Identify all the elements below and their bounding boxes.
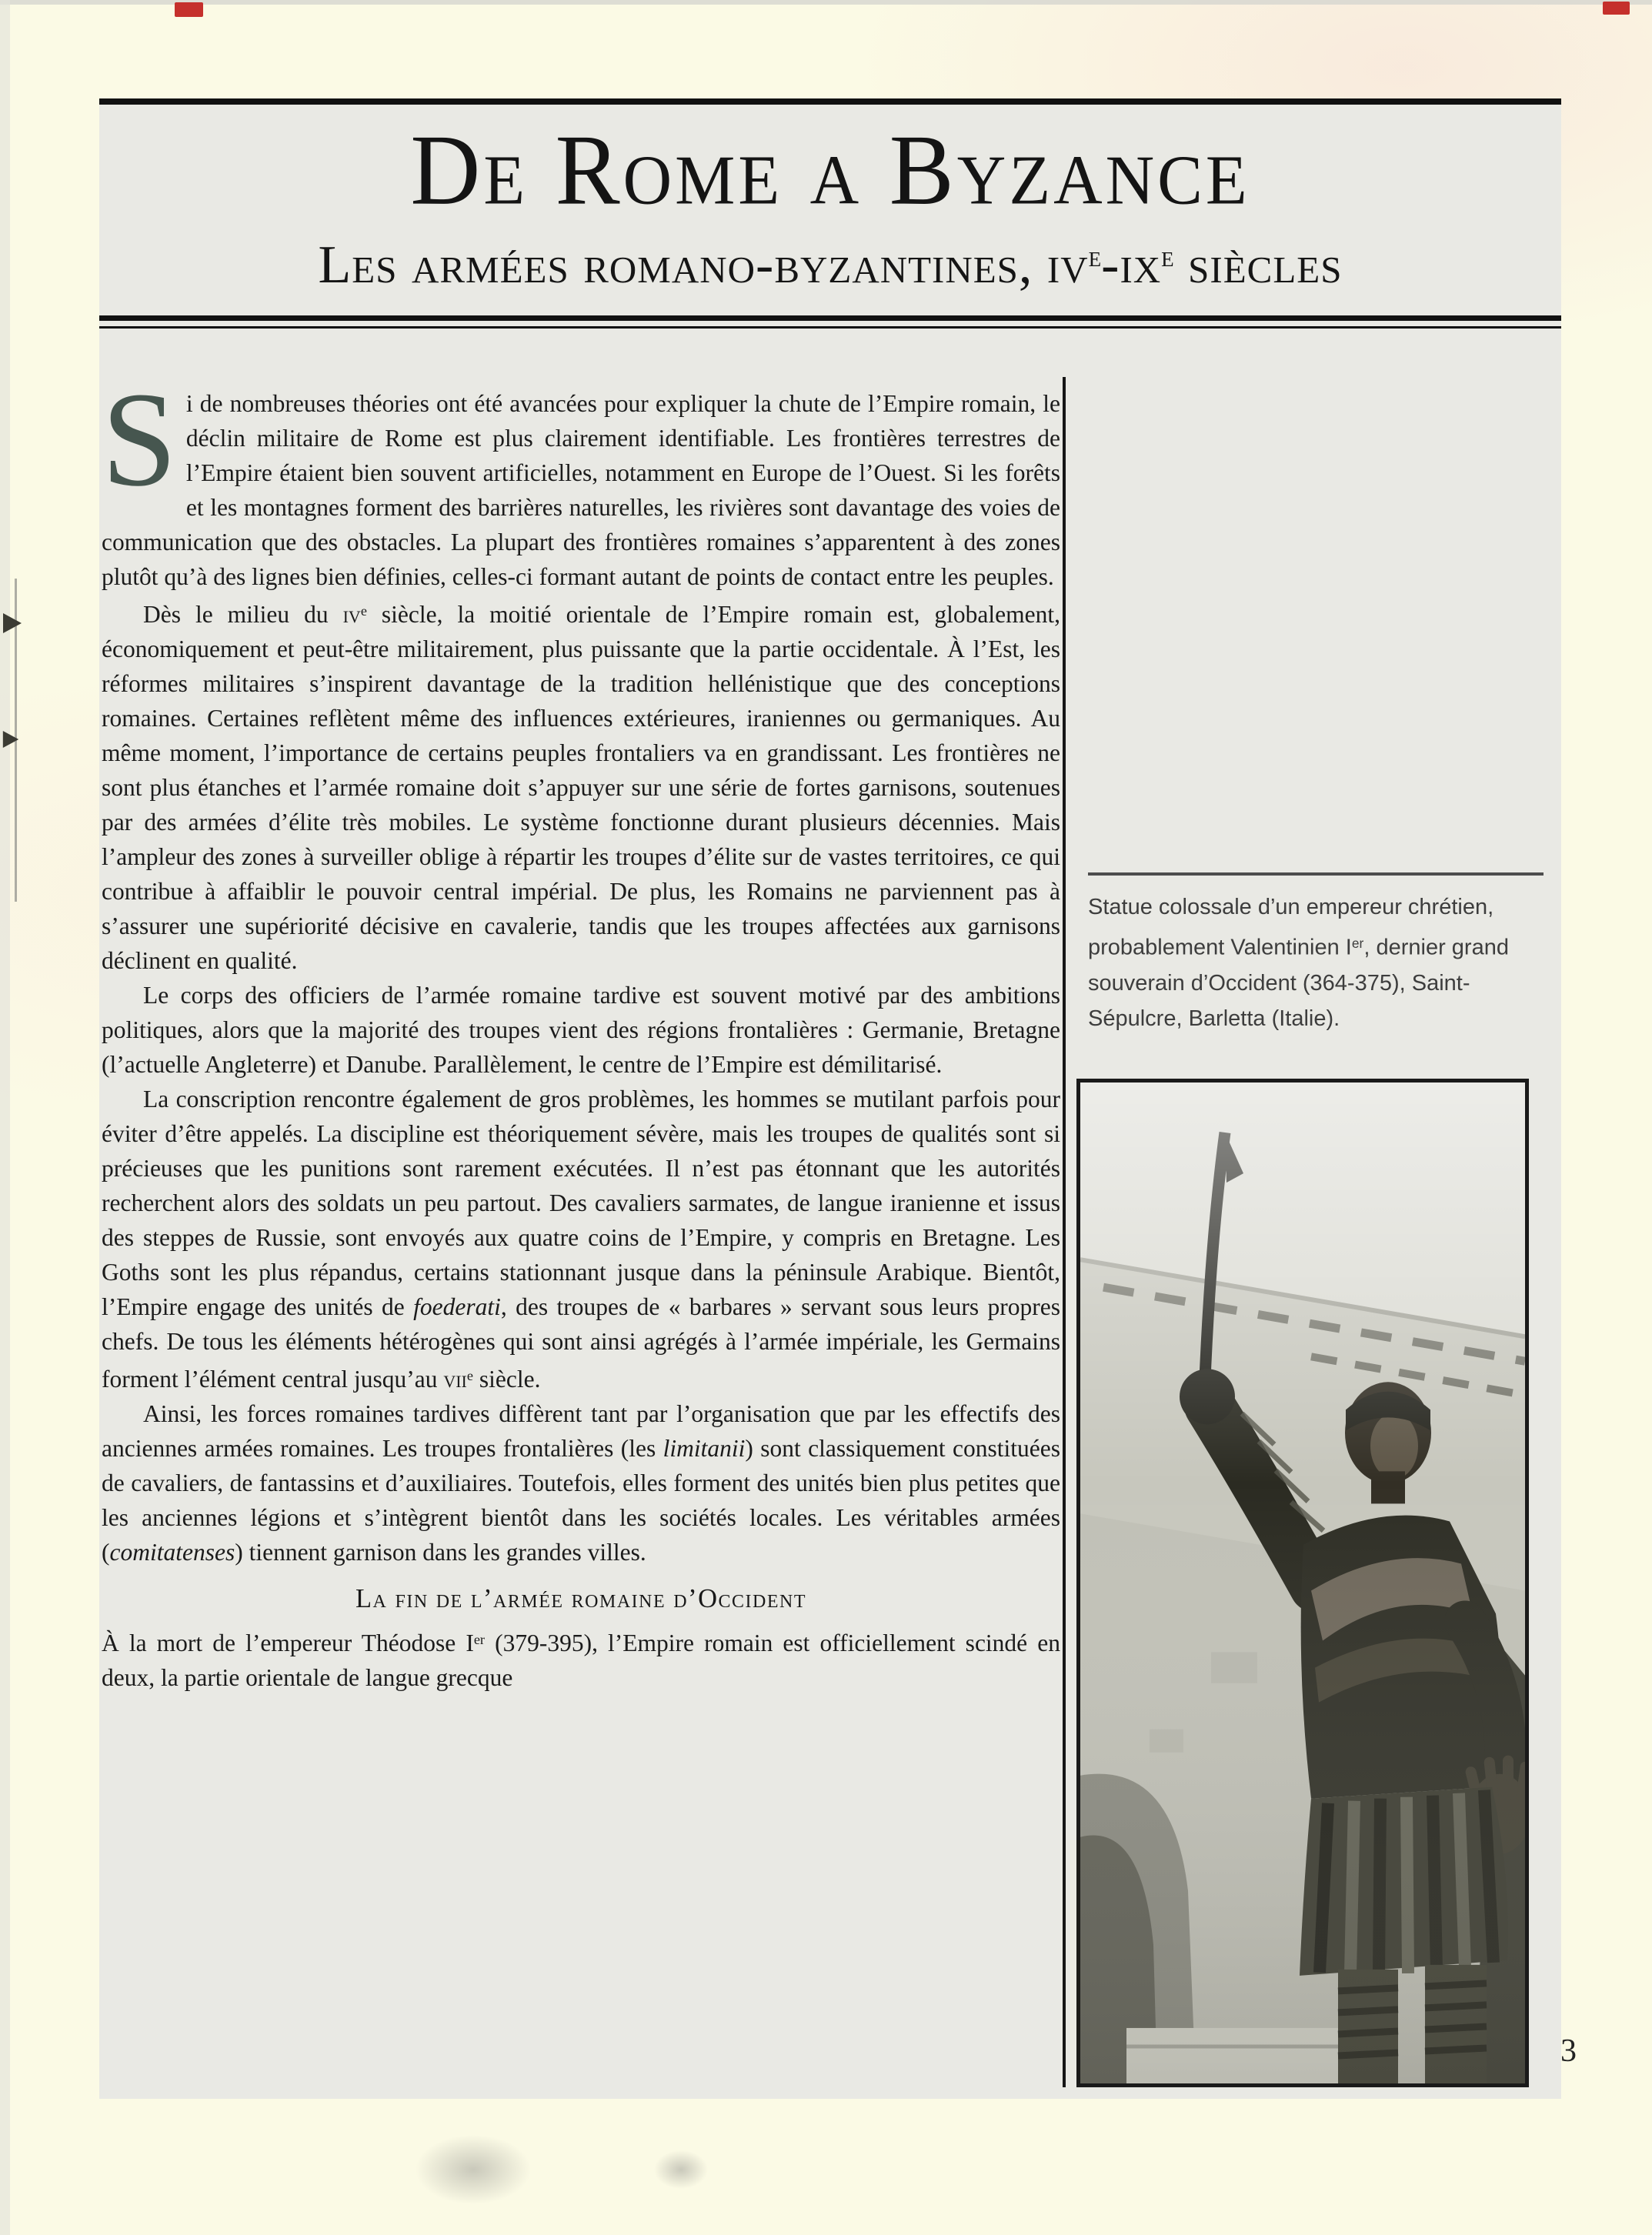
scanner-edge-left bbox=[0, 0, 10, 2235]
text-segment: er bbox=[473, 1632, 486, 1648]
article-text-column bbox=[102, 386, 1060, 2096]
text-segment: e bbox=[1088, 240, 1102, 273]
text-segment: siècles bbox=[1173, 235, 1343, 295]
paragraph bbox=[102, 1396, 1060, 1570]
text-segment: Le corps des officiers de l’armée romaine tardive est souvent motivé par des ambitions politiques, alors que la majorité des troupes vient des régions frontalières : Germanie, Bretagne (l’actuelle Angleterre) et Danube. Parallèlement, le centre de l’Empire est démilitarisé. bbox=[102, 982, 1060, 1079]
scanner-edge-top bbox=[0, 0, 1652, 5]
statue-photo bbox=[1076, 1079, 1529, 2087]
text-segment: (379-395), l’Empire romain est officiellement scindé en deux, la partie orientale de langue grecque bbox=[102, 1630, 1060, 1692]
text-segment: e bbox=[1161, 240, 1174, 273]
text-segment: -ix bbox=[1101, 235, 1162, 295]
header-bottom-rule-thin bbox=[99, 326, 1561, 329]
paragraph bbox=[102, 594, 1060, 978]
text-segment: e bbox=[466, 1368, 473, 1384]
column-separator-rule bbox=[1063, 377, 1066, 2087]
page-title: De Rome a Byzance bbox=[410, 115, 1250, 226]
header-top-rule bbox=[99, 98, 1561, 105]
photo-caption bbox=[1088, 889, 1544, 1037]
text-segment: e bbox=[360, 603, 367, 619]
text-segment: vii bbox=[443, 1366, 467, 1393]
text-segment: i de nombreuses théories ont été avancées pour expliquer la chute de l’Empire romain, le déclin militaire de Rome est plus clairement identifiable. Les frontières terrestres de l’Empire étaient bien souvent artificielles, notamment en Europe de l’Ouest. Si les forêts et les montagnes forment des barrières naturelles, les rivières sont davantage des voies de communication que des obstacles. La plupart des frontières romaines s’apparentent à des zones plutôt qu’à des lignes bien définies, celles-ci formant autant de points de contact entre les peuples. bbox=[102, 390, 1060, 590]
text-segment: comitatenses bbox=[109, 1539, 235, 1566]
scan-smudge bbox=[654, 2150, 708, 2189]
text-segment: ) sont classiquement constituées de cavaliers, de fantassins et d’auxiliaires. Toutefois, elles forment des unités bien plus petites que les anciennes légions et s’intègrent bientôt dans les sociétés locales. Les véritables armées ( bbox=[102, 1435, 1060, 1566]
red-registration-mark-right bbox=[1603, 2, 1630, 15]
paragraph bbox=[102, 1623, 1060, 1695]
text-segment: limitanii bbox=[662, 1435, 746, 1463]
text-segment: ) tiennent garnison dans les grandes villes. bbox=[235, 1539, 646, 1566]
text-segment: Ainsi, les forces romaines tardives diffèrent tant par l’organisation que par les effectifs des anciennes armées romaines. Les troupes frontalières (les bbox=[102, 1400, 1060, 1463]
paragraph bbox=[102, 386, 1060, 594]
text-segment: Les armées romano-byzantines, iv bbox=[318, 235, 1089, 295]
statue-photo-illustration bbox=[1080, 1082, 1525, 2083]
text-segment: La conscription rencontre également de gros problèmes, les hommes se mutilant parfois pour éviter d’être appelés. La discipline est théoriquement sévère, mais les troupes de qualités sont si précieuses que les punitions sont rarement exécutées. Il n’est pas étonnant que les autorités recherchent alors des soldats un peu partout. Des cavaliers sarmates, de langue iranienne et issus des steppes de Russie, sont envoyés aux quatre coins de l’Empire, y compris en Bretagne. Les Goths sont les plus répandus, certains stationnant jusque dans la péninsule Arabique. Bientôt, l’Empire engage des unités de bbox=[102, 1086, 1060, 1321]
page-number: 3 bbox=[1560, 2033, 1577, 2069]
text-segment: siècle, la moitié orientale de l’Empire romain est, globalement, économiquement et peut-être militairement, plus puissante que la partie occidentale. À l’Est, les réformes militaires s’inspirent davantage de la tradition hellénistique que des conceptions romaines. Certaines reflètent même des influences extérieures, iraniennes ou germaniques. Au même moment, l’importance de certains peuples frontaliers va en grandissant. Les frontières ne sont plus étanches et l’armée romaine doit s’appuyer sur une série de fortes garnisons, soutenues par des armées d’élite très mobiles. Le système fonctionne durant plusieurs décennies. Mais l’ampleur des zones à surveiller oblige à répartir les troupes d’élite sur de vastes territoires, ce qui contribue à affaiblir le pouvoir central impérial. De plus, les Romains ne parviennent pas à s’assurer une supériorité décisive en cavalerie, tandis que les troupes affectées aux garnisons déclinent en qualité. bbox=[102, 601, 1060, 975]
paragraph bbox=[102, 978, 1060, 1082]
section-heading: La fin de l’armée romaine d’Occident bbox=[355, 1584, 807, 1614]
margin-arrow-mark bbox=[3, 613, 22, 633]
text-segment: er bbox=[1351, 935, 1364, 951]
text-segment: , des troupes de « barbares » servant sous leurs propres chefs. De tous les éléments hétérogènes qui sont ainsi agrégés à l’armée impériale, les Germains forment l’élément central jusqu’au bbox=[102, 1293, 1060, 1393]
paragraph bbox=[102, 1082, 1060, 1396]
header-bottom-rule-thick bbox=[99, 315, 1561, 321]
red-registration-mark-left bbox=[175, 2, 203, 17]
text-segment: siècle. bbox=[472, 1366, 541, 1393]
drop-cap: S bbox=[102, 386, 177, 515]
caption-rule bbox=[1088, 872, 1544, 876]
page-subtitle bbox=[99, 235, 1561, 295]
margin-arrow-mark bbox=[3, 731, 18, 748]
text-segment: Dès le milieu du bbox=[143, 601, 343, 629]
text-segment: Statue colossale d’un empereur chrétien, probablement Valentinien I bbox=[1088, 895, 1494, 960]
text-segment: iv bbox=[342, 601, 361, 629]
scan-smudge bbox=[416, 2135, 531, 2204]
text-segment: À la mort de l’empereur Théodose I bbox=[102, 1630, 474, 1657]
text-segment: , dernier grand souverain d’Occident (364-375), Saint-Sépulcre, Barletta (Italie). bbox=[1088, 935, 1509, 1032]
text-segment: foederati bbox=[413, 1293, 501, 1321]
